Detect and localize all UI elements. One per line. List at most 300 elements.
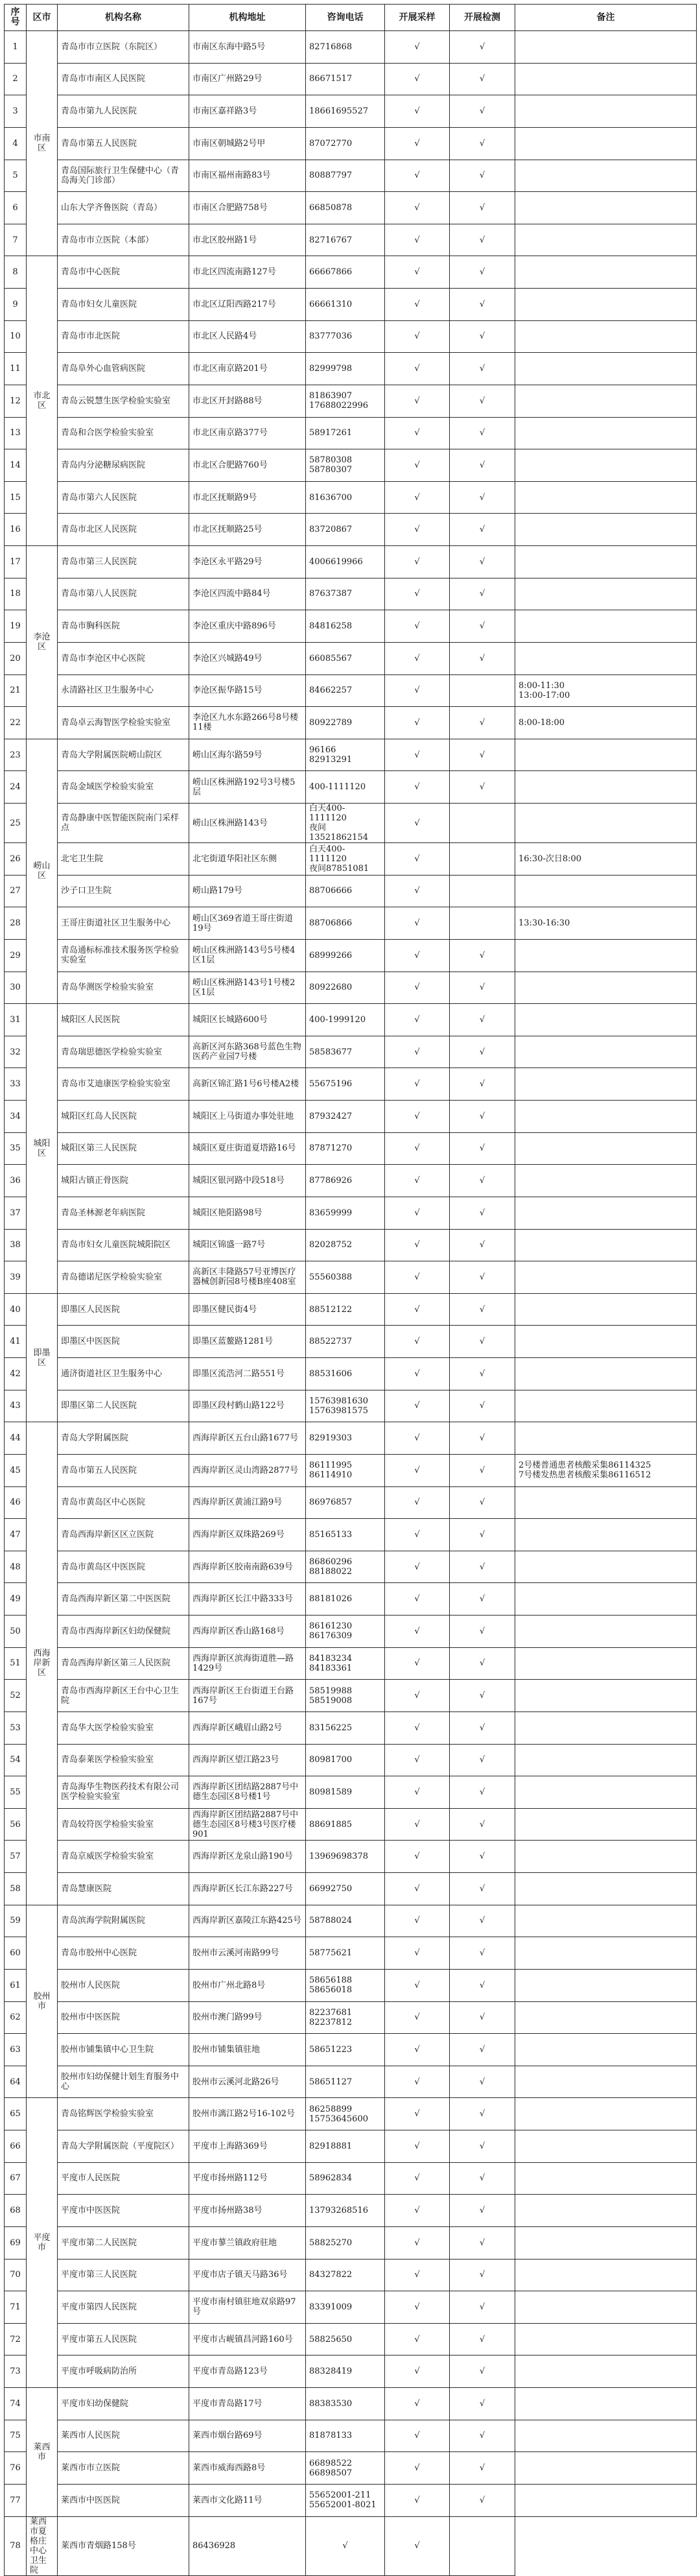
remark-cell [515,256,697,289]
row-number: 18 [5,578,27,610]
sampling-check: √ [385,95,450,128]
remark-cell [515,939,697,972]
row-number: 68 [5,2195,27,2227]
row-number: 29 [5,939,27,972]
institution-address: 高新区锦汇路1号6号楼A2楼 [189,1068,306,1101]
remark-cell [515,1261,697,1294]
institution-name: 平度市第四人民医院 [58,2291,189,2324]
row-number: 48 [5,1551,27,1583]
testing-check [450,843,515,876]
row-number: 2 [5,63,27,95]
table-row [5,2195,697,2227]
sampling-check: √ [385,1326,450,1358]
table-row [5,546,697,578]
consult-phone: 86671517 [306,63,385,95]
remark-cell [515,1616,697,1648]
table-row [5,1680,697,1712]
row-number: 34 [5,1101,27,1133]
sampling-check: √ [385,1390,450,1422]
table-row [5,2516,697,2575]
remark-cell [515,192,697,224]
testing-check [450,674,515,707]
testing-check [450,907,515,940]
institution-name: 胶州市人民医院 [58,1969,189,2001]
sampling-check: √ [385,2323,450,2355]
testing-check: √ [450,1744,515,1776]
table-row [5,1454,697,1486]
institution-name: 胶州市铺集镇中心卫生院 [58,2034,189,2066]
row-number: 59 [5,1905,27,1937]
sampling-check: √ [385,1358,450,1390]
table-row [5,2388,697,2420]
testing-check: √ [450,1197,515,1229]
consult-phone: 82716767 [306,224,385,256]
remark-cell [515,2420,697,2452]
table-row [5,1068,697,1101]
institution-address: 西海岸新区黄浦江路9号 [189,1486,306,1519]
institution-address: 即墨区蓝鳌路1281号 [189,1326,306,1358]
institution-address: 平度市青岛路123号 [189,2355,306,2388]
row-number: 38 [5,1229,27,1261]
institution-name: 青岛市市南区人民医院 [58,63,189,95]
consult-phone: 58651127 [306,2066,385,2098]
row-number: 46 [5,1486,27,1519]
table-row [5,417,697,449]
row-number: 6 [5,192,27,224]
consult-phone: 82999798 [306,353,385,385]
institution-address: 西海岸新区峨眉山路2号 [189,1711,306,1744]
institution-address: 西海岸新区五台山路1677号 [189,1422,306,1455]
institution-name: 胶州市中医医院 [58,2001,189,2034]
remark-cell [515,1969,697,2001]
table-row [5,127,697,160]
sampling-check: √ [385,1841,450,1873]
remark-cell [515,2162,697,2195]
institution-address: 市南区东海中路5号 [189,31,306,64]
institution-name: 青岛泰莱医学检验实验室 [58,1744,189,1776]
row-number: 51 [5,1647,27,1680]
row-number: 69 [5,2226,27,2259]
row-number: 9 [5,289,27,321]
row-number: 49 [5,1583,27,1616]
institution-address: 城阳区锦盛一路7号 [189,1229,306,1261]
row-number: 74 [5,2388,27,2420]
district-cell: 即墨区 [27,1293,58,1422]
institution-address: 李沧区九水东路266号8号楼11楼 [189,707,306,739]
row-number: 76 [5,2452,27,2485]
table-row [5,320,697,353]
remark-cell [515,1004,697,1036]
table-row [5,1165,697,1197]
consult-phone: 84327822 [306,2259,385,2291]
row-number: 36 [5,1165,27,1197]
remark-cell [515,1326,697,1358]
remark-cell [515,2259,697,2291]
remark-cell [515,1647,697,1680]
sampling-check: √ [385,63,450,95]
testing-check: √ [450,2291,515,2324]
institution-name: 青岛西海岸新区区立医院 [58,1519,189,1551]
table-row [5,610,697,643]
remark-cell [515,771,697,804]
sampling-check: √ [385,1165,450,1197]
table-row [5,843,697,876]
remark-cell [515,417,697,449]
row-number: 8 [5,256,27,289]
testing-check: √ [450,1261,515,1294]
testing-check: √ [450,1841,515,1873]
consult-phone: 55675196 [306,1068,385,1101]
row-number: 27 [5,875,27,907]
table-row [5,907,697,940]
row-number: 57 [5,1841,27,1873]
row-number: 39 [5,1261,27,1294]
institution-name: 青岛大学附属医院崂山院区 [58,739,189,771]
testing-check: √ [450,939,515,972]
table-row [5,289,697,321]
sampling-check: √ [385,2484,450,2516]
consult-phone: 85165133 [306,1519,385,1551]
consult-phone: 86258899 15753645600 [306,2098,385,2130]
institution-name: 青岛市市北医院 [58,320,189,353]
row-number: 22 [5,707,27,739]
remark-cell [515,385,697,417]
sampling-check: √ [385,256,450,289]
row-number: 64 [5,2066,27,2098]
row-number: 26 [5,843,27,876]
row-number: 12 [5,385,27,417]
sampling-check: √ [385,1937,450,1970]
institution-address: 西海岸新区长江中路333号 [189,1583,306,1616]
district-cell: 西海岸新区 [27,1422,58,1905]
remark-cell [515,289,697,321]
header-phone: 咨询电话 [306,5,385,31]
sampling-check: √ [385,2066,450,2098]
row-number: 11 [5,353,27,385]
table-row [5,95,697,128]
table-row [5,63,697,95]
district-cell: 市北区 [27,256,58,546]
institution-name: 青岛市北区人民医院 [58,514,189,546]
table-row [5,192,697,224]
consult-phone: 66085567 [306,642,385,674]
consult-phone: 66667866 [306,256,385,289]
consult-phone: 88691885 [306,1808,385,1841]
row-number: 35 [5,1132,27,1165]
sampling-check: √ [385,1293,450,1326]
consult-phone: 88522737 [306,1326,385,1358]
testing-check: √ [450,1132,515,1165]
table-row [5,771,697,804]
institution-address: 西海岸新区团结路2887号中德生态园区8号楼3号医疗楼901 [189,1808,306,1841]
sampling-check: √ [385,1422,450,1455]
row-number: 73 [5,2355,27,2388]
table-row [5,1551,697,1583]
testing-check: √ [450,2420,515,2452]
remark-cell [515,2323,697,2355]
table-row [5,1937,697,1970]
consult-phone: 58656188 58656018 [306,1969,385,2001]
sampling-check: √ [385,1004,450,1036]
remark-cell [515,1293,697,1326]
institution-address: 胶州市云溪河南路99号 [189,1937,306,1970]
row-number: 77 [5,2484,27,2516]
testing-check: √ [450,1583,515,1616]
sampling-check: √ [306,2516,385,2575]
consult-phone: 80922789 [306,707,385,739]
institution-name: 青岛市第五人民医院 [58,1454,189,1486]
table-row [5,2034,697,2066]
consult-phone: 66850878 [306,192,385,224]
remark-cell [515,2130,697,2163]
table-row [5,160,697,192]
sampling-check: √ [385,224,450,256]
consult-phone: 87072770 [306,127,385,160]
consult-phone: 83391009 [306,2291,385,2324]
institution-address: 城阳区艳阳路98号 [189,1197,306,1229]
remark-cell [515,1551,697,1583]
testing-check: √ [450,707,515,739]
testing-check: √ [450,2098,515,2130]
institution-name: 青岛内分泌糖尿病医院 [58,449,189,482]
sampling-check: √ [385,385,450,417]
institution-name: 青岛瑞思德医学检验实验室 [58,1036,189,1068]
institution-address: 胶州市铺集镇驻地 [189,2034,306,2066]
institution-name: 胶州市妇幼保健计划生育服务中心 [58,2066,189,2098]
testing-check: √ [450,2484,515,2516]
consult-phone: 68999266 [306,939,385,972]
testing-check [450,804,515,843]
testing-check: √ [450,771,515,804]
consult-phone: 88706866 [306,907,385,940]
testing-check: √ [450,224,515,256]
institution-address: 西海岸新区香山路168号 [189,1616,306,1648]
remark-cell [450,2516,515,2575]
remark-cell [515,2388,697,2420]
testing-check: √ [450,353,515,385]
institution-address: 平度市南村镇驻地双泉路97号 [189,2291,306,2324]
remark-cell: 13:30-16:30 [515,907,697,940]
sampling-check: √ [385,1551,450,1583]
sampling-check: √ [385,160,450,192]
institution-address: 西海岸新区望江路23号 [189,1744,306,1776]
sampling-check: √ [385,2226,450,2259]
testing-check: √ [450,481,515,514]
testing-check: √ [450,1616,515,1648]
consult-phone: 86436928 [189,2516,306,2575]
sampling-check: √ [385,2034,450,2066]
row-number: 71 [5,2291,27,2324]
institution-address: 西海岸新区团结路2887号中德生态园区8号楼1号 [189,1776,306,1809]
testing-check: √ [450,1551,515,1583]
table-row [5,2001,697,2034]
institution-address: 城阳区上马街道办事处驻地 [189,1101,306,1133]
table-row [5,1519,697,1551]
consult-phone: 82919303 [306,1422,385,1455]
consult-phone: 84183234 84183361 [306,1647,385,1680]
institution-name: 青岛西海岸新区第三人民医院 [58,1647,189,1680]
institution-name: 莱西市中医医院 [58,2484,189,2516]
sampling-check: √ [385,1776,450,1809]
sampling-check: √ [385,642,450,674]
table-row [5,2484,697,2516]
row-number: 65 [5,2098,27,2130]
row-number: 43 [5,1390,27,1422]
remark-cell [515,1776,697,1809]
remark-cell [515,1519,697,1551]
consult-phone: 83156225 [306,1711,385,1744]
consult-phone: 86976857 [306,1486,385,1519]
institution-name: 青岛西海岸新区第二中医医院 [58,1583,189,1616]
row-number: 56 [5,1808,27,1841]
testing-check: √ [450,127,515,160]
consult-phone: 83777036 [306,320,385,353]
institution-address: 市北区开封路88号 [189,385,306,417]
institution-address: 市北区辽阳西路217号 [189,289,306,321]
consult-phone: 58780308 58780307 [306,449,385,482]
sampling-check: √ [385,353,450,385]
sampling-check: √ [385,804,450,843]
table-row [5,1132,697,1165]
institution-name: 青岛市艾迪康医学检验实验室 [58,1068,189,1101]
institution-address: 市北区南京路377号 [189,417,306,449]
district-cell: 李沧区 [27,546,58,739]
sampling-check: √ [385,2001,450,2034]
institution-name: 青岛市市立医院（东院区） [58,31,189,64]
institution-address: 西海岸新区嘉陵江东路425号 [189,1905,306,1937]
header-district: 区市 [27,5,58,31]
row-number: 10 [5,320,27,353]
sampling-check: √ [385,1036,450,1068]
institution-name: 平度市人民医院 [58,2162,189,2195]
table-row [5,739,697,771]
sampling-check: √ [385,546,450,578]
row-number: 47 [5,1519,27,1551]
institution-address: 城阳区银河路中段518号 [189,1165,306,1197]
testing-check: √ [450,63,515,95]
remark-cell: 16:30-次日8:00 [515,843,697,876]
remark-cell [515,1036,697,1068]
sampling-check: √ [385,674,450,707]
table-row [5,256,697,289]
institution-address: 市南区广州路29号 [189,63,306,95]
testing-check: √ [450,2066,515,2098]
consult-phone: 白天400-1111120 夜间13521862154 [306,804,385,843]
testing-check: √ [450,2034,515,2066]
institution-name: 青岛华大医学检验实验室 [58,1711,189,1744]
testing-check: √ [450,160,515,192]
sampling-check: √ [385,1711,450,1744]
institution-address: 市北区四流南路127号 [189,256,306,289]
testing-check: √ [450,2226,515,2259]
testing-check: √ [385,2516,450,2575]
table-row [5,1616,697,1648]
institution-name: 青岛京威医学检验实验室 [58,1841,189,1873]
district-cell: 莱西市 [27,2388,58,2517]
row-number: 70 [5,2259,27,2291]
institution-name: 平度市第三人民医院 [58,2259,189,2291]
institution-name: 青岛卓云海智医学检验实验室 [58,707,189,739]
institution-name: 青岛市李沧区中心医院 [58,642,189,674]
table-row [5,1905,697,1937]
remark-cell [515,353,697,385]
institution-name: 永清路社区卫生服务中心 [58,674,189,707]
row-number: 66 [5,2130,27,2163]
remark-cell [515,1680,697,1712]
consult-phone: 81636700 [306,481,385,514]
row-number: 5 [5,160,27,192]
table-row [5,2130,697,2163]
table-row [5,1261,697,1294]
institution-name: 青岛市第三人民医院 [58,546,189,578]
consult-phone: 86860296 88188022 [306,1551,385,1583]
sampling-check: √ [385,1068,450,1101]
institution-name: 青岛市西海岸新区王台中心卫生院 [58,1680,189,1712]
institution-address: 平度市青岛路17号 [189,2388,306,2420]
testing-check [450,875,515,907]
row-number: 3 [5,95,27,128]
row-number: 24 [5,771,27,804]
row-number: 40 [5,1293,27,1326]
institution-address: 平度市上海路369号 [189,2130,306,2163]
row-number: 30 [5,972,27,1004]
consult-phone: 58788024 [306,1905,385,1937]
remark-cell [515,1486,697,1519]
testing-check: √ [450,1390,515,1422]
institution-address: 北宅街道华阳社区东侧 [189,843,306,876]
testing-check: √ [450,642,515,674]
district-cell: 市南区 [27,31,58,256]
institution-address: 市北区南京路201号 [189,353,306,385]
sampling-check: √ [385,1680,450,1712]
table-row [5,2098,697,2130]
table-row [5,2066,697,2098]
sampling-check: √ [385,1486,450,1519]
remark-cell [515,2195,697,2227]
sampling-check: √ [385,1454,450,1486]
table-row [5,2355,697,2388]
table-row [5,224,697,256]
sampling-check: √ [385,1101,450,1133]
remark-cell [515,1841,697,1873]
institution-address: 平度市扬州路112号 [189,2162,306,2195]
row-number: 44 [5,1422,27,1455]
testing-check: √ [450,1293,515,1326]
table-row [5,1036,697,1068]
testing-check: √ [450,1068,515,1101]
row-number: 21 [5,674,27,707]
remark-cell [515,1101,697,1133]
sampling-check: √ [385,127,450,160]
district-cell: 崂山区 [27,739,58,1003]
header-remark: 备注 [515,5,697,31]
remark-cell [515,1229,697,1261]
header-no: 序号 [5,5,27,31]
table-row [5,1101,697,1133]
institution-address: 西海岸新区龙泉山路190号 [189,1841,306,1873]
consult-phone: 58962834 [306,2162,385,2195]
institution-address: 西海岸新区胶南南路639号 [189,1551,306,1583]
institution-address: 即墨区流浩河二路551号 [189,1358,306,1390]
row-number: 72 [5,2323,27,2355]
testing-check: √ [450,1776,515,1809]
institution-name: 青岛较符医学检验实验室 [58,1808,189,1841]
institution-name: 青岛国际旅行卫生保健中心（青岛海关门诊部） [58,160,189,192]
remark-cell: 8:00-11:30 13:00-17:00 [515,674,697,707]
remark-cell [515,1197,697,1229]
testing-check: √ [450,385,515,417]
institution-name: 青岛和合医学检验实验室 [58,417,189,449]
